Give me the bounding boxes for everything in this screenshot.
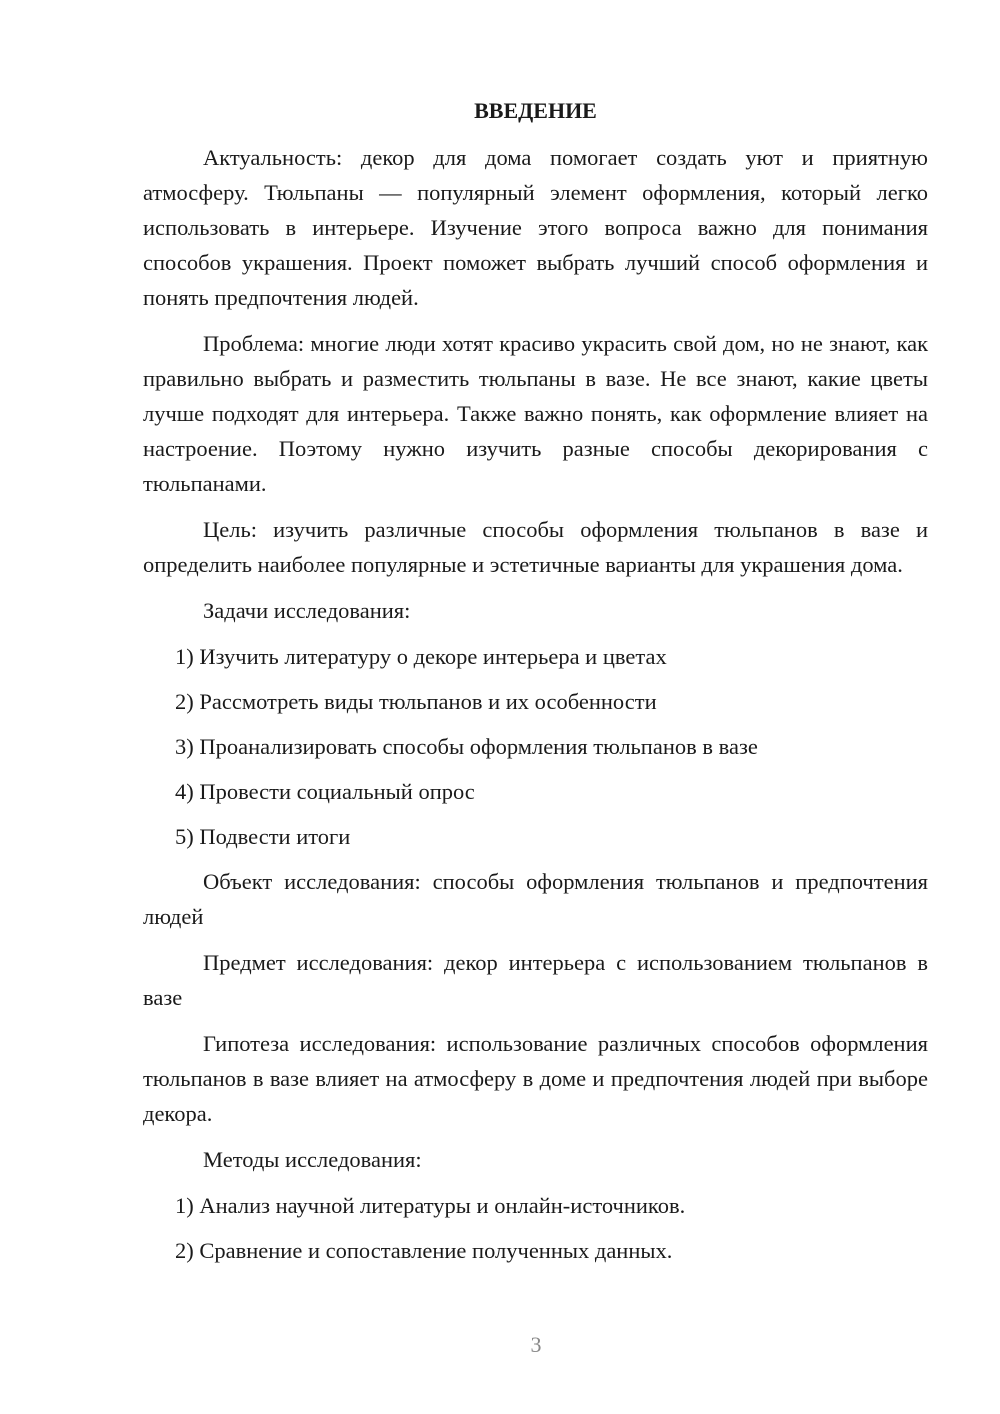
task-item: 4) Провести социальный опрос bbox=[175, 779, 475, 804]
tasks-heading: Задачи исследования: bbox=[203, 598, 411, 623]
page-content bbox=[143, 96, 928, 1278]
task-item: 5) Подвести итоги bbox=[175, 824, 351, 849]
relevance-paragraph: Актуальность: декор для дома помогает создать уют и приятную атмосферу. Тюльпаны — популярный элемент оформления, который легко использовать в интерьере. Изучение этого вопроса важно для понимания способов украшения. Проект поможет выбрать лучший способ оформления и понять предпочтения людей. bbox=[143, 145, 928, 310]
page-number: 3 bbox=[530, 1332, 542, 1357]
object-paragraph: Объект исследования: способы оформления тюльпанов и предпочтения людей bbox=[143, 869, 928, 929]
task-item: 2) Рассмотреть виды тюльпанов и их особенности bbox=[175, 689, 657, 714]
hypothesis-paragraph: Гипотеза исследования: использование различных способов оформления тюльпанов в вазе влияет на атмосферу в доме и предпочтения людей при выборе декора. bbox=[143, 1031, 928, 1126]
methods-heading: Методы исследования: bbox=[203, 1147, 422, 1172]
section-title: ВВЕДЕНИЕ bbox=[474, 98, 597, 123]
problem-paragraph: Проблема: многие люди хотят красиво украсить свой дом, но не знают, как правильно выбрать и разместить тюльпаны в вазе. Не все знают, какие цветы лучше подходят для интерьера. Также важно понять, как оформление влияет на настроение. Поэтому нужно изучить разные способы декорирования с тюльпанами. bbox=[143, 331, 928, 496]
subject-paragraph: Предмет исследования: декор интерьера с использованием тюльпанов в вазе bbox=[143, 950, 928, 1010]
method-item: 2) Сравнение и сопоставление полученных данных. bbox=[175, 1238, 673, 1263]
goal-paragraph: Цель: изучить различные способы оформления тюльпанов в вазе и определить наиболее популярные и эстетичные варианты для украшения дома. bbox=[143, 517, 928, 577]
task-item: 1) Изучить литературу о декоре интерьера и цветах bbox=[175, 644, 667, 669]
method-item: 1) Анализ научной литературы и онлайн-источников. bbox=[175, 1193, 686, 1218]
task-item: 3) Проанализировать способы оформления тюльпанов в вазе bbox=[175, 734, 758, 759]
